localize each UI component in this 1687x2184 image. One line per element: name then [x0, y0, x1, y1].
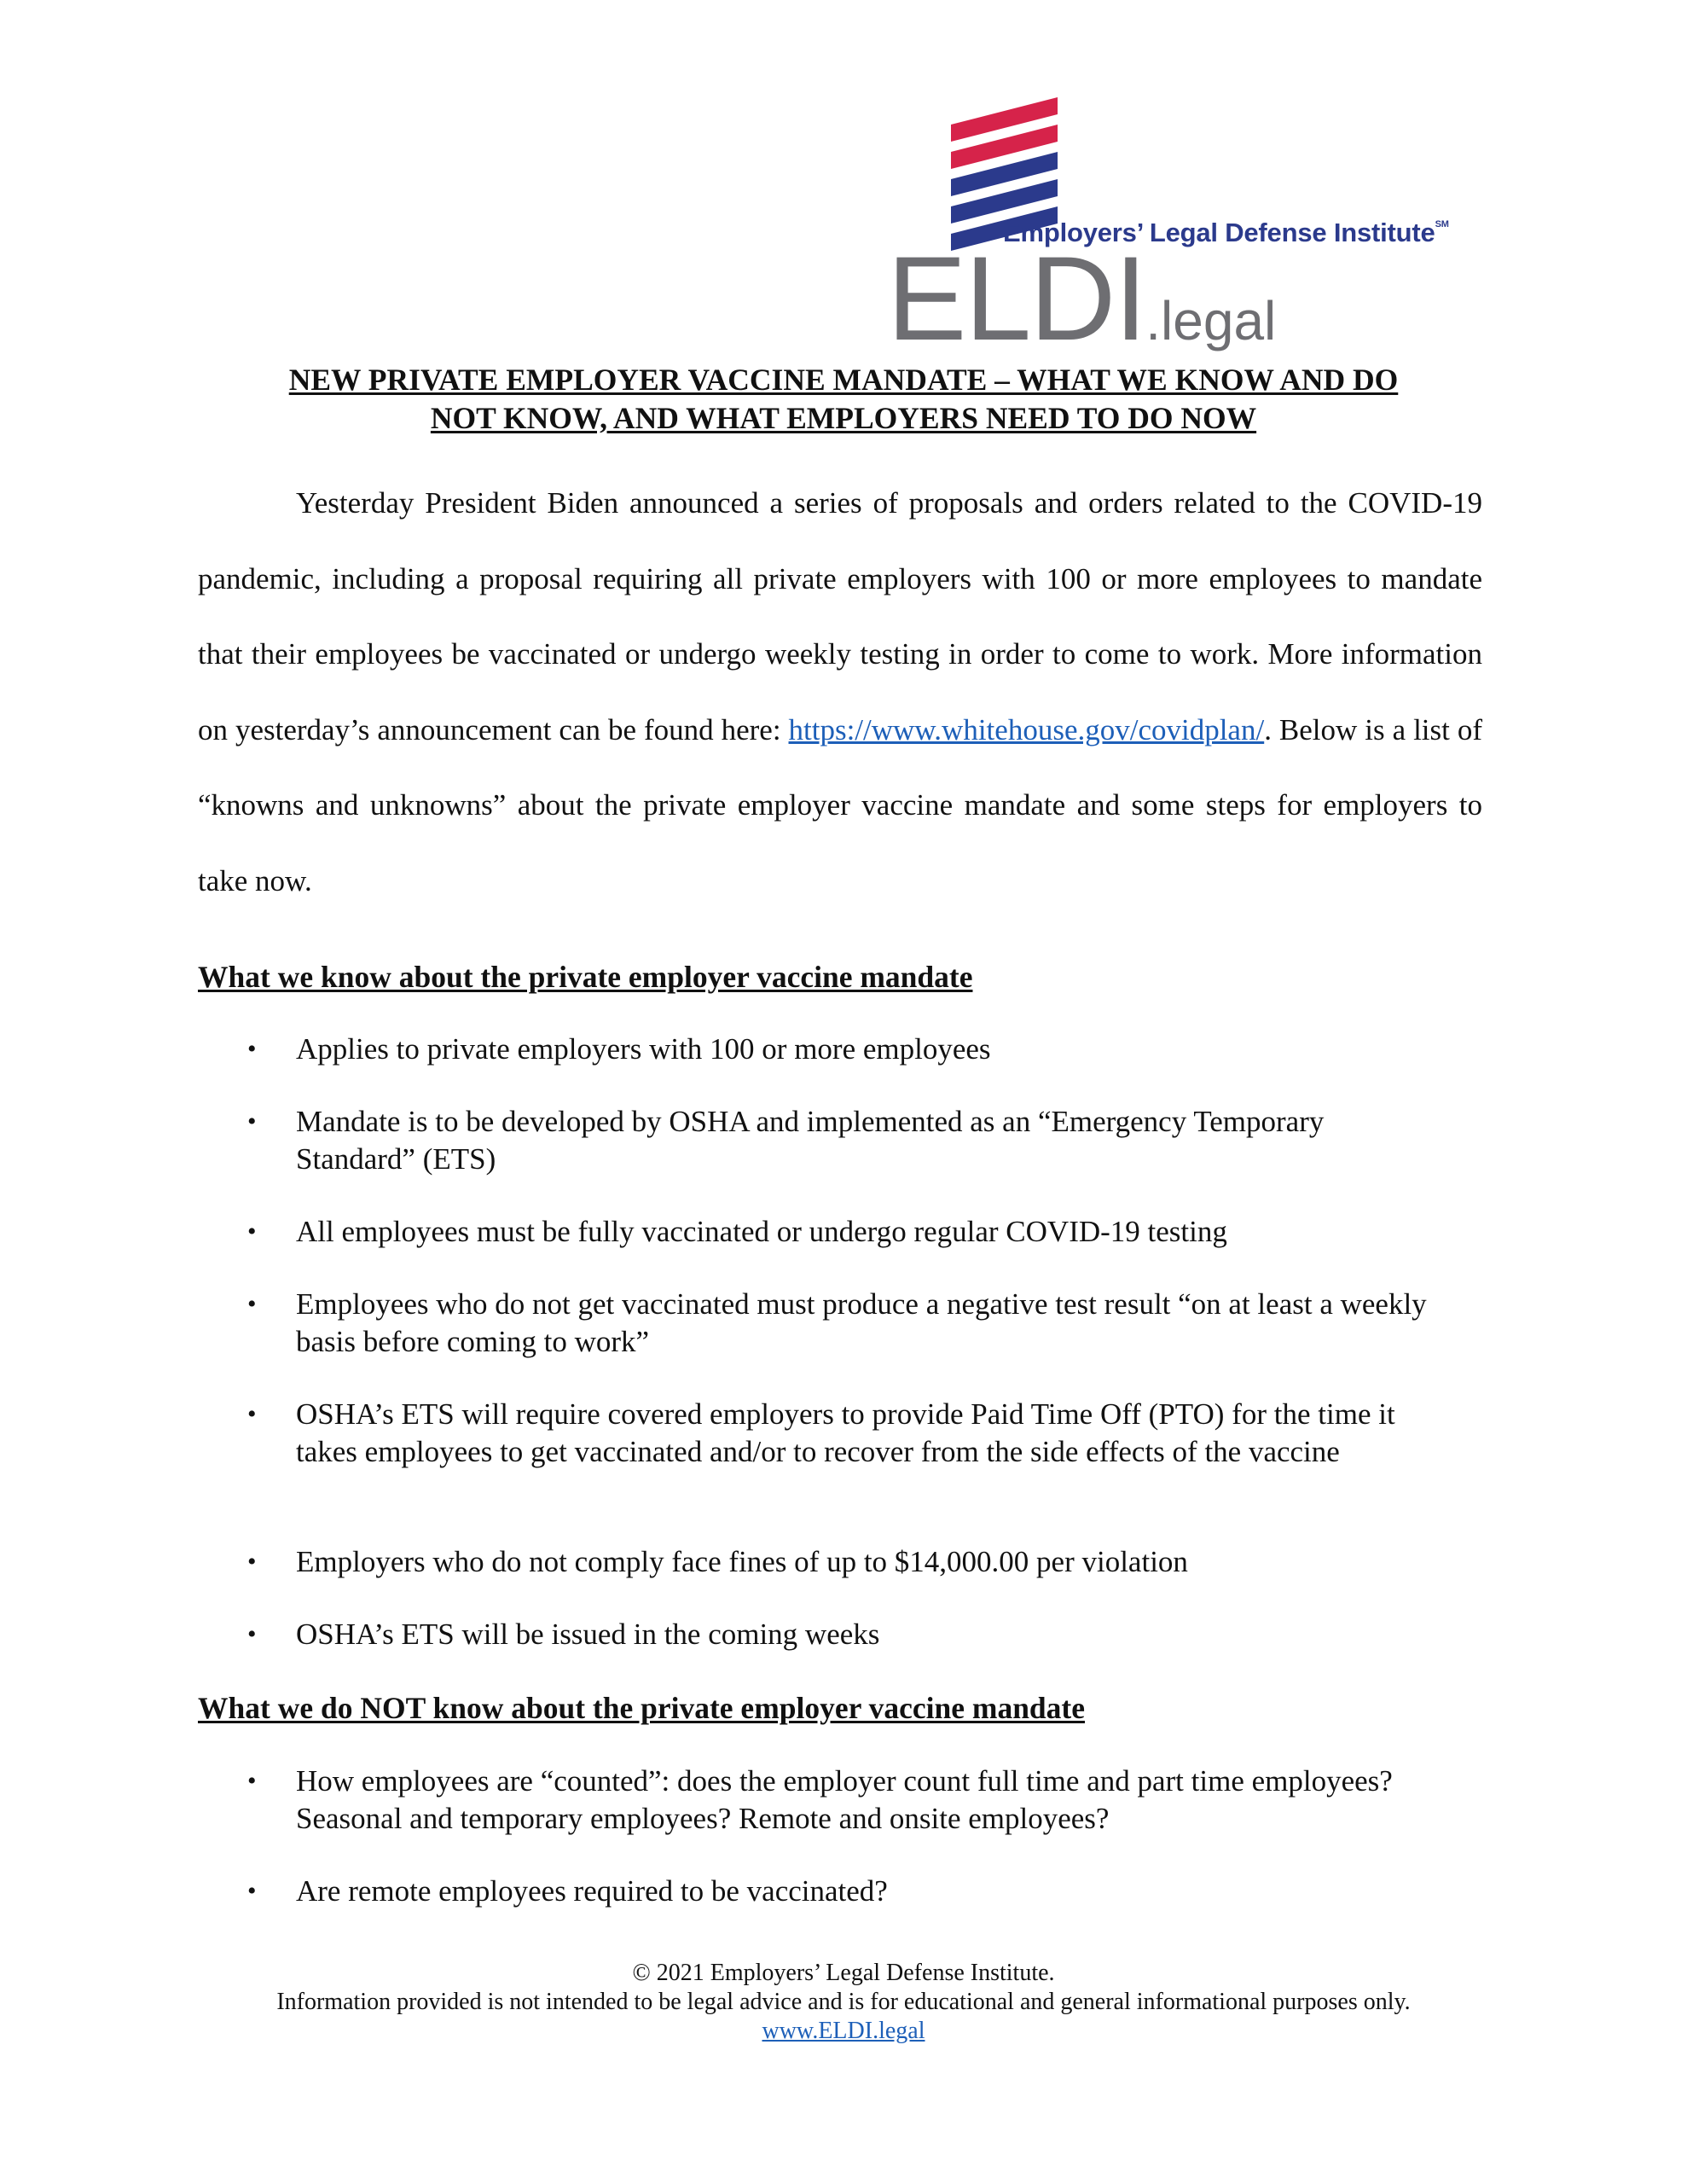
- bullet-icon: •: [247, 1400, 257, 1428]
- logo-brand: ELDI.legal: [887, 231, 1277, 365]
- footer-copyright: © 2021 Employers’ Legal Defense Institute.: [632, 1960, 1055, 1986]
- bullet-icon: •: [247, 1217, 257, 1246]
- document-page: Employers’ Legal Defense Institute℠ ELDI.legal NEW PRIVATE EMPLOYER VACCINE MANDATE – WHAT WE KNOW AND DO NOT KNOW, AND WHAT EMPLOYERS NEED TO DO NOW Yesterday President Biden announced a series of proposals and orders related to the COVID-19 pandemic, including a proposal requiring all private employers with 100 or more employees to mandate that their employees be vaccinated or undergo weekly testing in order to come to work. More information on yesterday’s announcement can be found here: https://www.whitehouse.gov/covidplan/. Below is a list of “knowns and unknowns” about the private employer vaccine mandate and some steps for employers to take now. What we know about the private employer vaccine mandate • Applies to private employers with 100 or more employees • Mandate is to be developed by OSHA and implemented as an “Emergency Temporary Standard” (ETS) • All employees must be fully vaccinated or undergo regular COVID-19 testing • Employees who do not get vaccinated must produce a negative test result “on at least a weekly basis before coming to work” • OSHA’s ETS will require covered employers to provide Paid Time Off (PTO) for the time it takes employees to get vaccinated and/or to recover from the side effects of the vaccine • Employers who do not comply face fines of up to $14,000.00 per violation • OSHA’s ETS will be issued in the coming weeks What we do NOT know about the private employer vaccine mandate • How employees are “counted”: does the employer count full time and part time employees? Seasonal and temporary employees? Remote and onsite employees? • Are remote employees required to be vaccinated? © 2021 Employers’ Legal Defense Institute. Information provided is not intended to be legal advice and is for educational and general informational purposes only. www.ELDI.legal: [0, 0, 1687, 2184]
- bullet-icon: •: [247, 1548, 257, 1576]
- intro-paragraph: Yesterday President Biden announced a series of proposals and orders related to the COVID-19 pandemic, including a proposal requiring all private employers with 100 or more employees to mandate that their employees be vaccinated or undergo weekly testing in order to come to work. More information on yesterday’s announcement can be found here: https://www.whitehouse.gov/covidplan/. Below is a list of “knowns and unknowns” about the private employer vaccine mandate and some steps for employers to take now.: [198, 486, 1482, 897]
- bullet-icon: •: [247, 1620, 257, 1648]
- bullet-icon: •: [247, 1877, 257, 1905]
- bullet-icon: •: [247, 1107, 257, 1136]
- footer-website-link[interactable]: www.ELDI.legal: [762, 2018, 925, 2044]
- bullet-icon: •: [247, 1035, 257, 1063]
- title-line-1: NEW PRIVATE EMPLOYER VACCINE MANDATE – WHAT WE KNOW AND DO: [288, 363, 1399, 397]
- eldi-logo: [887, 92, 1501, 374]
- footer-disclaimer: Information provided is not intended to be legal advice and is for educational and general informational purposes only.: [276, 1989, 1411, 2015]
- bullet-icon: •: [247, 1290, 257, 1318]
- known-section-heading: What we know about the private employer vaccine mandate: [198, 960, 973, 994]
- page-footer: [171, 1959, 1516, 2046]
- unknown-section-heading: What we do NOT know about the private employer vaccine mandate: [198, 1691, 1086, 1725]
- whitehouse-link[interactable]: https://www.whitehouse.gov/covidplan/: [788, 712, 1265, 746]
- document-title: [171, 361, 1516, 438]
- logo-tagline: Employers’ Legal Defense Institute℠: [1003, 218, 1449, 247]
- title-line-2: NOT KNOW, AND WHAT EMPLOYERS NEED TO DO NOW: [430, 401, 1257, 435]
- bullet-icon: •: [247, 1767, 257, 1795]
